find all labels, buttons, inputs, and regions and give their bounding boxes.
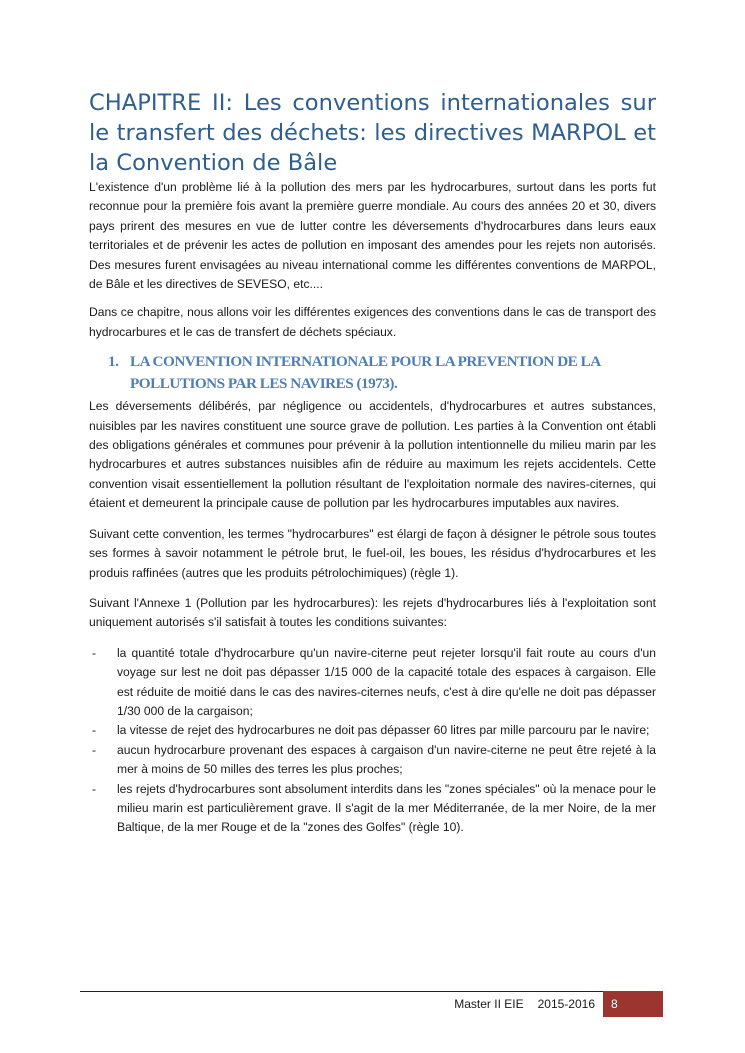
bullet-dash: - <box>92 742 97 757</box>
list-item <box>89 644 656 722</box>
list-item-text: aucun hydrocarbure provenant des espaces à cargaison d'un navire-citerne ne peut être rejeté à la mer à moins de 50 milles des terres les plus proches; <box>117 742 656 777</box>
list-item-text: les rejets d'hydrocarbures sont absolument interdits dans les "zones spéciales" où la menace pour le milieu marin est particulièrement grave. Il s'agit de la mer Méditerranée, de la mer Noire, de la mer Baltique, de la mer Rouge et de la "zones des Golfes" (règle 10). <box>117 781 656 835</box>
bullet-dash: - <box>92 723 97 738</box>
page-footer <box>454 991 663 1017</box>
list-item <box>89 780 656 838</box>
list-item-text: la vitesse de rejet des hydrocarbures ne doit pas dépasser 60 litres par mille parcouru par le navire; <box>117 723 650 738</box>
section-heading <box>108 351 656 395</box>
chapter-title: CHAPITRE II: Les conventions internationales sur le transfert des déchets: les directives MARPOL et la Convention de Bâle <box>89 90 656 176</box>
intro-paragraph-1: L'existence d'un problème lié à la pollution des mers par les hydrocarbures, surtout dans les ports fut reconnue pour la première fois avant la première guerre mondiale. Au cours des années 20 et 30, divers pays prirent des mesures en vue de lutter contre les déversements d'hydrocarbures dans leurs eaux territoriales et de prévenir les actes de pollution en imposant des amendes pour les rejets non autorisés. Des mesures furent envisagées au niveau international comme les différentes conventions de MARPOL, de Bâle et les directives de SEVESO, etc.... <box>89 180 656 292</box>
section-number: 1. <box>108 353 119 371</box>
section-paragraph-1: Les déversements délibérés, par négligence ou accidentels, d'hydrocarbures et autres substances, nuisibles par les navires constituent une source grave de pollution. Les parties à la Convention ont établi des obligations générales et communes pour prévenir à la pollution intentionnelle du milieu marin par les hydrocarbures et autres substances nuisibles afin de réduire au maximum les rejets accidentels. Cette convention visait essentiellement la pollution résultant de l'exploitation normale des navires-citernes, qui étaient et demeurent la principale cause de pollution par les hydrocarbures imputables aux navires. <box>89 399 656 511</box>
footer-program: Master II EIE <box>454 997 524 1011</box>
footer-years: 2015-2016 <box>537 997 595 1011</box>
page-number: 8 <box>603 991 663 1017</box>
list-item <box>89 721 656 740</box>
conditions-list <box>89 644 656 838</box>
list-item <box>89 741 656 780</box>
bullet-dash: - <box>92 645 97 660</box>
section-paragraph-2: Suivant cette convention, les termes "hydrocarbures" est élargi de façon à désigner le pétrole sous toutes ses formes à savoir notamment le pétrole brut, le fuel-oil, les boues, les résidus d'hydrocarbures et les produis raffinées (autres que les produits pétrolochimiques) (règle 1). <box>89 526 656 580</box>
bullet-dash: - <box>92 781 97 796</box>
document-page <box>89 88 656 838</box>
list-item-text: la quantité totale d'hydrocarbure qu'un navire-citerne peut rejeter lorsqu'il fait route au cours d'un voyage sur lest ne doit pas dépasser 1/15 000 de la capacité totale des espaces à cargaison. Elle est réduite de moitié dans le cas des navires-citernes neufs, c'est à dire qu'elle ne doit pas dépasser 1/30 000 de la cargaison; <box>117 645 656 718</box>
intro-paragraph-2: Dans ce chapitre, nous allons voir les différentes exigences des conventions dans le cas de transport des hydrocarbures et le cas de transfert de déchets spéciaux. <box>89 305 656 339</box>
section-title: LA CONVENTION INTERNATIONALE POUR LA PREVENTION DE LA POLLUTIONS PAR LES NAVIRES (1973). <box>130 353 600 393</box>
section-paragraph-3: Suivant l'Annexe 1 (Pollution par les hydrocarbures): les rejets d'hydrocarbures liés à l'exploitation sont uniquement autorisés s'il satisfait à toutes les conditions suivantes: <box>89 595 656 630</box>
